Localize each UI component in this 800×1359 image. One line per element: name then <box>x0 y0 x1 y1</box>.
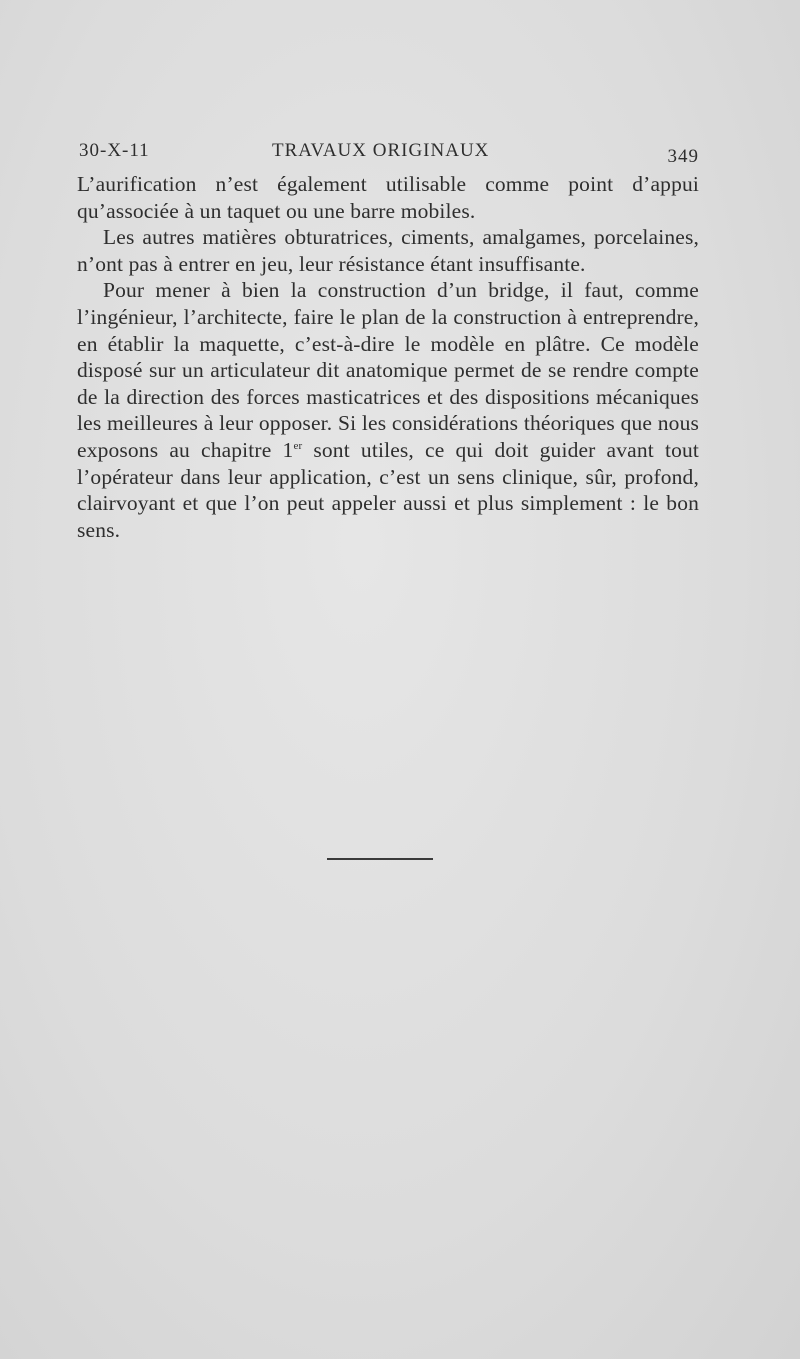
section-end-rule <box>327 858 433 860</box>
body-text <box>77 171 699 543</box>
paragraph-bridge-text-end: sont utiles, ce qui doit guider avant tout l’opérateur dans leur application, c’est un sens clinique, sûr, profond, clairvoyant et que l’on peut appeler aussi et plus simplement : le bon sens. <box>77 437 700 542</box>
running-head <box>79 140 701 170</box>
issue-reference: 30-X-11 <box>79 140 150 161</box>
paragraph-matieres: Les autres matières obturatrices, ciments, amalgames, porcelaines, n’ont pas à entrer en jeu, leur résistance étant insuffisante. <box>77 225 699 276</box>
paragraph-bridge <box>77 277 699 543</box>
paragraph-bridge-text-start: Pour mener à bien la construction d’un bridge, il faut, comme l’ingénieur, l’architecte, faire le plan de la construction à entreprendre, en établir la maquette, c’est-à-dire le modèle en plâtre. Ce modèle disposé sur un articulateur dit anatomique permet de se rendre compte de la direction des forces masticatrices et des dispositions mécaniques les meilleures à leur opposer. Si les considérations théoriques que nous exposons au chapitre 1 <box>77 278 699 462</box>
paragraph-aurification: L’aurification n’est également utilisable comme point d’appui qu’associée à un taquet ou une barre mobiles. <box>77 172 699 223</box>
page-number: 349 <box>667 146 699 167</box>
superscript-er: er <box>293 439 303 452</box>
section-title: TRAVAUX ORIGINAUX <box>272 140 490 161</box>
